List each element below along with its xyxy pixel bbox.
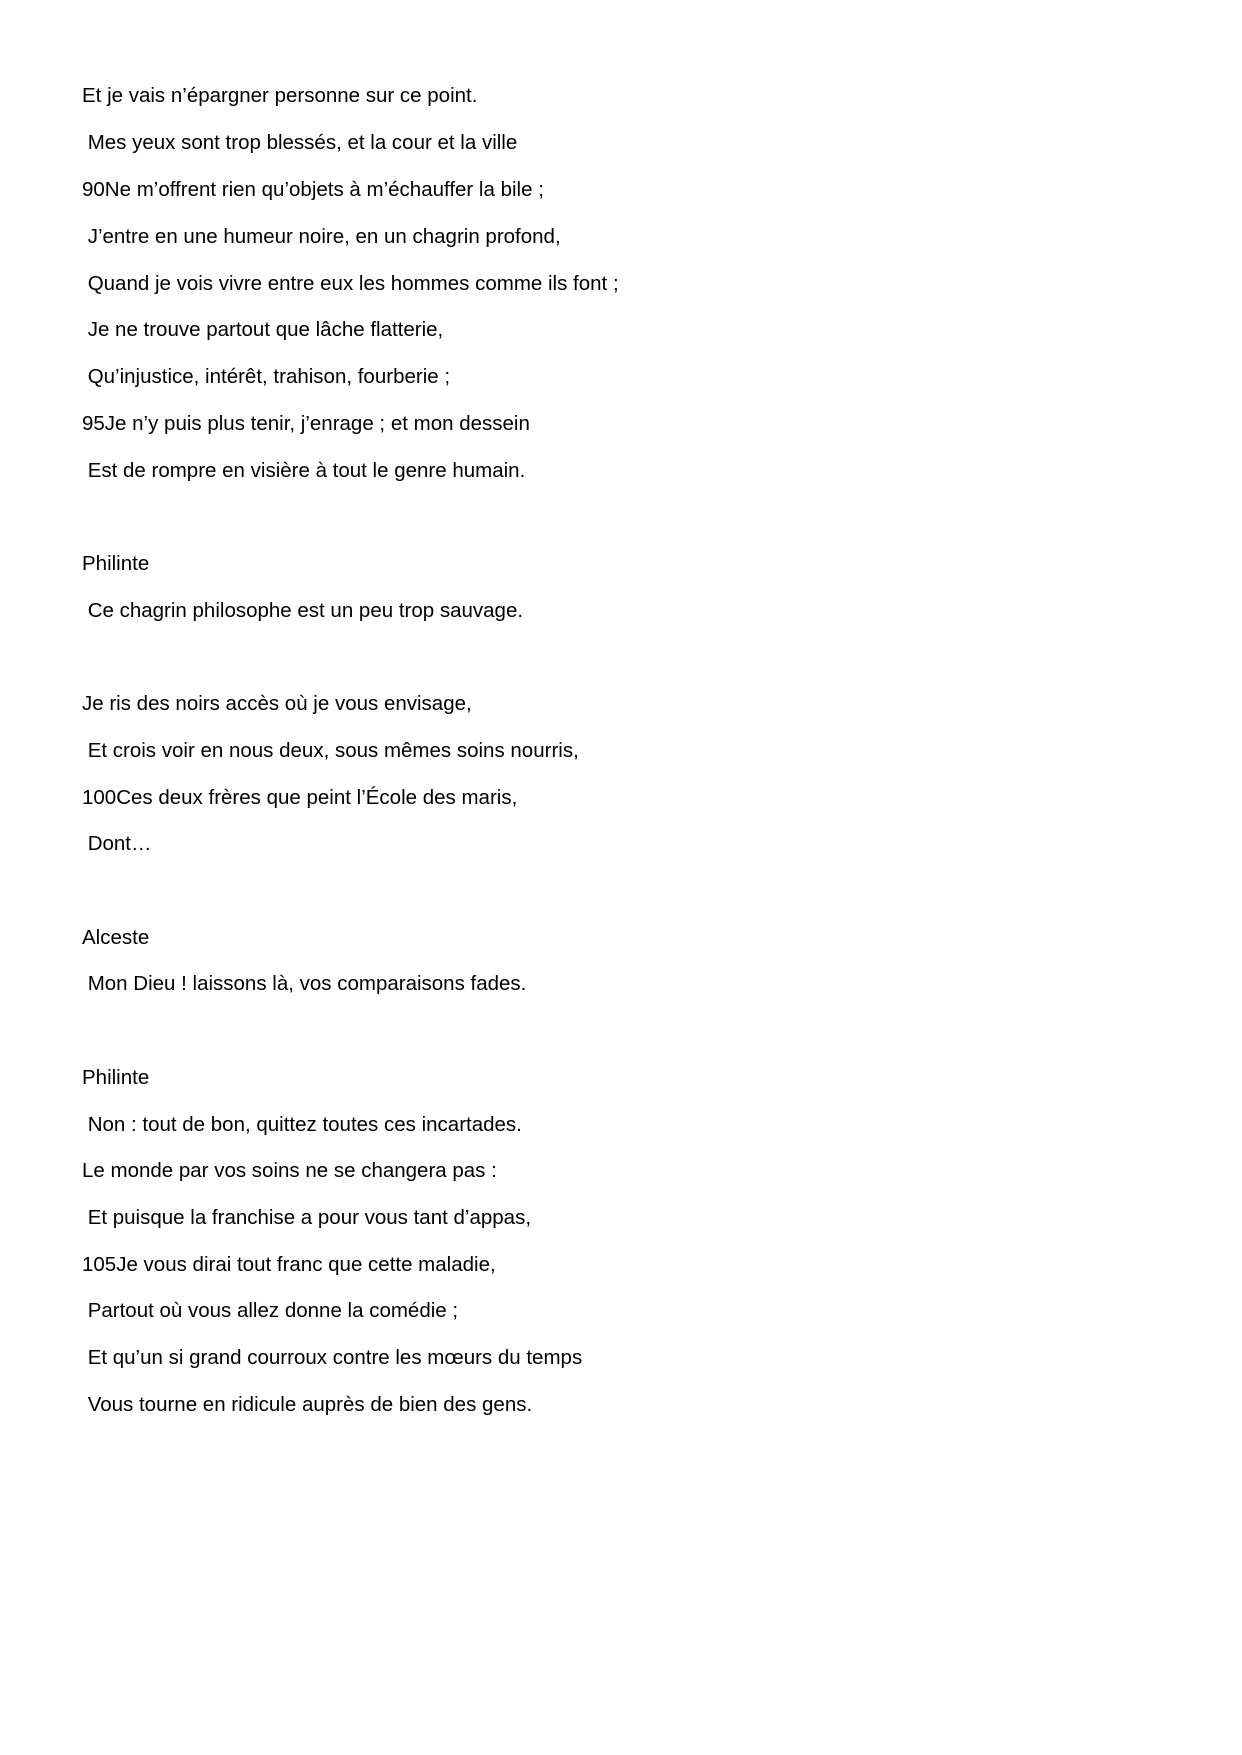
verse-line: Et je vais n’épargner personne sur ce point. bbox=[82, 84, 478, 107]
verse-line: 90Ne m’offrent rien qu’objets à m’échauffer la bile ; bbox=[82, 178, 544, 201]
verse-line: 95Je n’y puis plus tenir, j’enrage ; et mon dessein bbox=[82, 412, 530, 435]
verse-line: Et puisque la franchise a pour vous tant d’appas, bbox=[82, 1206, 532, 1229]
verse-line: Le monde par vos soins ne se changera pas : bbox=[82, 1159, 497, 1182]
speaker-name: Alceste bbox=[82, 926, 150, 949]
verse-line: Et qu’un si grand courroux contre les mœurs du temps bbox=[82, 1346, 583, 1369]
verse-line: Mes yeux sont trop blessés, et la cour et la ville bbox=[82, 131, 518, 154]
verse-line: Et crois voir en nous deux, sous mêmes soins nourris, bbox=[82, 739, 579, 762]
verse-line: Quand je vois vivre entre eux les hommes comme ils font ; bbox=[82, 272, 619, 295]
verse-line: Dont… bbox=[82, 832, 152, 855]
verse-line: 100Ces deux frères que peint l’École des maris, bbox=[82, 786, 518, 809]
verse-line: Est de rompre en visière à tout le genre humain. bbox=[82, 459, 526, 482]
verse-line: Ce chagrin philosophe est un peu trop sauvage. bbox=[82, 599, 524, 622]
verse-line: Non : tout de bon, quittez toutes ces incartades. bbox=[82, 1113, 522, 1136]
verse-line: Partout où vous allez donne la comédie ; bbox=[82, 1299, 459, 1322]
verse-line: Qu’injustice, intérêt, trahison, fourberie ; bbox=[82, 365, 451, 388]
speaker-name: Philinte bbox=[82, 552, 150, 575]
speaker-name: Philinte bbox=[82, 1066, 150, 1089]
verse-line: Vous tourne en ridicule auprès de bien des gens. bbox=[82, 1393, 533, 1416]
verse-line: Je ne trouve partout que lâche flatterie, bbox=[82, 318, 444, 341]
verse-line: 105Je vous dirai tout franc que cette maladie, bbox=[82, 1253, 496, 1276]
verse-line: J’entre en une humeur noire, en un chagrin profond, bbox=[82, 225, 561, 248]
verse-line: Je ris des noirs accès où je vous envisage, bbox=[82, 692, 472, 715]
verse-line: Mon Dieu ! laissons là, vos comparaisons fades. bbox=[82, 972, 527, 995]
